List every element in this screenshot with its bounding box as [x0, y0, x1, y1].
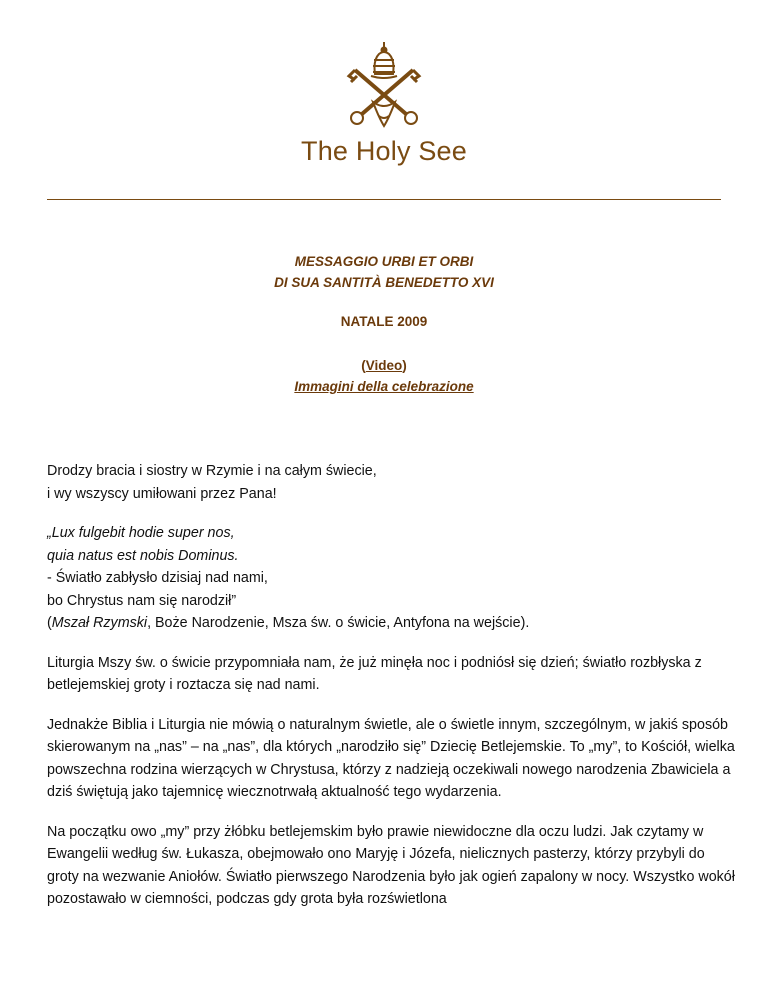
greeting-line-1: Drodzy bracia i siostry w Rzymie i na całym świecie,: [47, 463, 377, 479]
antiphon-quote: [47, 522, 737, 635]
quote-line-4: bo Chrystus nam się narodził”: [47, 592, 237, 609]
papal-keys-emblem-icon: [343, 40, 425, 130]
message-title: [0, 251, 768, 293]
citation-open: (: [47, 615, 52, 631]
message-title-line-1: MESSAGGIO URBI ET ORBI: [294, 254, 474, 269]
site-title: The Holy See: [301, 136, 467, 166]
video-paren-open: (: [361, 358, 366, 373]
quote-line-1: „Lux fulgebit hodie super nos,: [47, 525, 235, 541]
quote-line-2: quia natus est nobis Dominus.: [47, 547, 239, 564]
message-date: NATALE 2009: [340, 314, 428, 329]
citation-source: Mszał Rzymski: [51, 615, 148, 631]
images-link[interactable]: Immagini della celebrazione: [294, 379, 474, 394]
video-link[interactable]: Video: [365, 358, 403, 373]
paragraph-2: Jednakże Biblia i Liturgia nie mówią o naturalnym świetle, ale o świetle innym, szczególnym, w jakiś sposób skierowanym na „nas” – na „nas”, dla których „narodziło się” Dziecię Betlejemskie. To „my”, to Kościół, wielka powszechna rodzina wierzących w Chrystusa, którzy z nadzieją oczekiwali nowego narodzenia Zbawiciela a dziś świętują jako tajemnicę wiecznotrwałą aktualność tego wydarzenia.: [47, 716, 735, 800]
greeting-line-2: i wy wszyscy umiłowani przez Pana!: [47, 485, 277, 502]
paragraph-1: Liturgia Mszy św. o świcie przypomniała nam, że już minęła noc i podniósł się dzień; światło rozbłyska z betlejemskiej groty i roztacza się nad nami.: [47, 654, 702, 693]
citation-rest: , Boże Narodzenie, Msza św. o świcie, Antyfona na wejście).: [147, 615, 530, 631]
paragraph-3: Na początku owo „my” przy żłóbku betlejemskim było prawie niewidoczne dla oczu ludzi. Jak czytamy w Ewangelii według św. Łukasza, obejmowało ono Maryję i Józefa, nielicznych pasterzy, którzy przybyli do groty na wezwanie Aniołów. Światło pierwszego Narodzenia było jak ogień zapalony w nocy. Wszystko wokół pozostawało w ciemności, podczas gdy grota była rozświetlona: [47, 823, 735, 907]
message-body: [47, 460, 737, 928]
header-divider: [47, 199, 721, 200]
greeting: [47, 460, 737, 505]
quote-line-3: - Światło zabłysło dzisiaj nad nami,: [47, 570, 268, 586]
media-links: [0, 355, 768, 397]
video-paren-close: ): [402, 358, 407, 373]
message-title-line-2: DI SUA SANTITÀ BENEDETTO XVI: [274, 275, 494, 290]
